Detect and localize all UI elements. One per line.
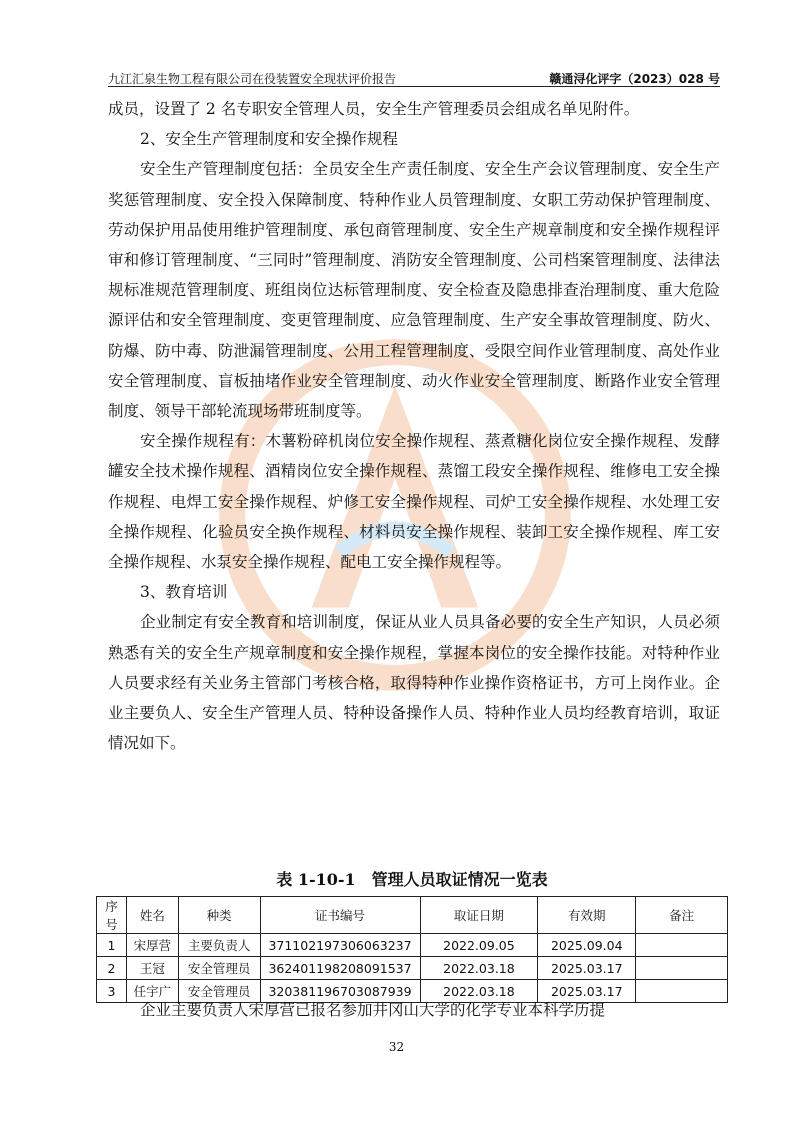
header-title: 九江汇泉生物工程有限公司在役装置安全现状评价报告: [108, 72, 397, 86]
table-cell: 320381196703087939: [260, 980, 420, 1003]
table-cell: [636, 957, 728, 980]
table-cell: 安全管理员: [178, 957, 260, 980]
table-cell: 3: [97, 980, 127, 1003]
table-cell: 2025.03.17: [538, 957, 636, 980]
table-caption: 表 1-10-1 管理人员取证情况一览表: [276, 870, 548, 889]
table-cell: 2022.09.05: [420, 934, 538, 957]
header-report-number: 赣通浔化评字（2023）028 号: [549, 72, 720, 86]
table-header-cell: 有效期: [538, 897, 636, 934]
table-header-cell: 证书编号: [260, 897, 420, 934]
table-cell: 2025.09.04: [538, 934, 636, 957]
section-heading-rules: 2、安全生产管理制度和安全操作规程: [140, 130, 398, 149]
table-row: [97, 934, 728, 957]
table-cell: 2: [97, 957, 127, 980]
paragraph-training: 企业制定有安全教育和培训制度，保证从业人员具备必要的安全生产知识，人员必须熟悉有关的安全生产规章制度和安全操作规程，掌握本岗位的安全操作技能。对特种作业人员要求经有关业务主管部门考核合格，取得特种作业操作资格证书，方可上岗作业。企业主要负人、安全生产管理人员、特种设备操作人员、特种作业人员均经教育培训，取证情况如下。: [108, 613, 720, 753]
body-text: [108, 94, 720, 758]
table-cell: 371102197306063237: [260, 934, 420, 957]
paragraph-1: 成员，设置了 2 名专职安全管理人员，安全生产管理委员会组成名单见附件。: [108, 100, 640, 118]
table-cell: 2025.03.17: [538, 980, 636, 1003]
table-header-row: [97, 897, 728, 934]
table-cell: 2022.03.18: [420, 980, 538, 1003]
paragraph-operation-rules: 安全操作规程有：木薯粉碎机岗位安全操作规程、蒸煮糖化岗位安全操作规程、发酵罐安全技术操作规程、酒精岗位安全操作规程、蒸馏工段安全操作规程、维修电工安全操作规程、电焊工安全操作规程、炉修工安全操作规程、司炉工安全操作规程、水处理工安全操作规程、化验员安全换作规程、材料员安全操作规程、装卸工安全操作规程、库工安全操作规程、水泵安全操作规程、配电工安全操作规程等。: [108, 432, 720, 572]
table-header-cell: 备注: [636, 897, 728, 934]
page-header: [108, 68, 720, 87]
table-cell: [636, 934, 728, 957]
table-cell: 362401198208091537: [260, 957, 420, 980]
table-cell: 宋厚营: [126, 934, 178, 957]
table-header-cell: 姓名: [126, 897, 178, 934]
table-header-cell: 取证日期: [420, 897, 538, 934]
table-cell: 王冠: [126, 957, 178, 980]
table-cell: 2022.03.18: [420, 957, 538, 980]
table-cell: 任宇广: [126, 980, 178, 1003]
table-header-cell: 序号: [97, 897, 127, 934]
paragraph-management-rules: 安全生产管理制度包括：全员安全生产责任制度、安全生产会议管理制度、安全生产奖惩管理制度、安全投入保障制度、特种作业人员管理制度、女职工劳动保护管理制度、劳动保护用品使用维护管理制度、承包商管理制度、安全生产规章制度和安全操作规程评审和修订管理制度、“三同时”管理制度、消防安全管理制度、公司档案管理制度、法律法规标准规范管理制度、班组岗位达标管理制度、安全检查及隐患排查治理制度、重大危险源评估和安全管理制度、变更管理制度、应急管理制度、生产安全事故管理制度、防火、防爆、防中毒、防泄漏管理制度、公用工程管理制度、受限空间作业管理制度、高处作业安全管理制度、盲板抽堵作业安全管理制度、动火作业安全管理制度、断路作业安全管理制度、领导干部轮流现场带班制度等。: [108, 160, 720, 421]
table-cell: 安全管理员: [178, 980, 260, 1003]
section-heading-training: 3、教育培训: [140, 583, 228, 602]
table-cell: 主要负责人: [178, 934, 260, 957]
table-cell: 1: [97, 934, 127, 957]
page-number: 32: [388, 1040, 405, 1054]
table-row: [97, 957, 728, 980]
table-header-cell: 种类: [178, 897, 260, 934]
paragraph-after-table: 企业主要负责人宋厚营已报名参加井冈山大学的化学专业本科学历提: [140, 1001, 606, 1019]
certificate-table: [96, 896, 728, 1003]
